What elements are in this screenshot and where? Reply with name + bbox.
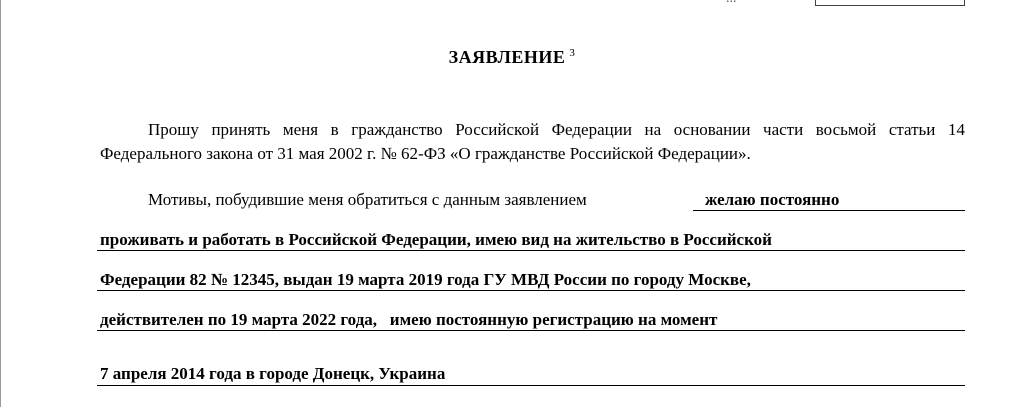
motives-line-2: проживать и работать в Российской Федерации, имею вид на жительство в Российской xyxy=(100,230,772,249)
document-title xyxy=(0,47,1024,68)
request-paragraph: Прошу принять меня в гражданство Российской Федерации на основании части восьмой статьи 14 Федерального закона от 31 мая 2002 г. № 62-ФЗ «О гражданстве Российской Федерации». xyxy=(100,120,965,163)
motives-line-5: 7 апреля 2014 года в городе Донецк, Украина xyxy=(100,364,446,383)
title-text: ЗАЯВЛЕНИЕ xyxy=(448,47,566,67)
motives-underline-1 xyxy=(693,210,965,211)
motives-underline-2 xyxy=(97,250,965,251)
motives-line-3: Федерации 82 № 12345, выдан 19 марта 2019 года ГУ МВД России по городу Москве, xyxy=(100,270,751,289)
motives-line-1: желаю постоянно xyxy=(705,190,840,209)
motives-underline-5 xyxy=(97,385,965,386)
motives-line-4: действителен по 19 марта 2022 года, имею постоянную регистрацию на момент xyxy=(100,310,718,329)
top-form-field-box xyxy=(815,0,965,6)
motives-underline-3 xyxy=(97,290,965,291)
motives-underline-4 xyxy=(97,330,965,331)
title-footnote: 3 xyxy=(569,47,576,59)
motives-label: Мотивы, побудившие меня обратиться с данным заявлением xyxy=(148,190,587,209)
top-partial-label xyxy=(726,0,737,7)
